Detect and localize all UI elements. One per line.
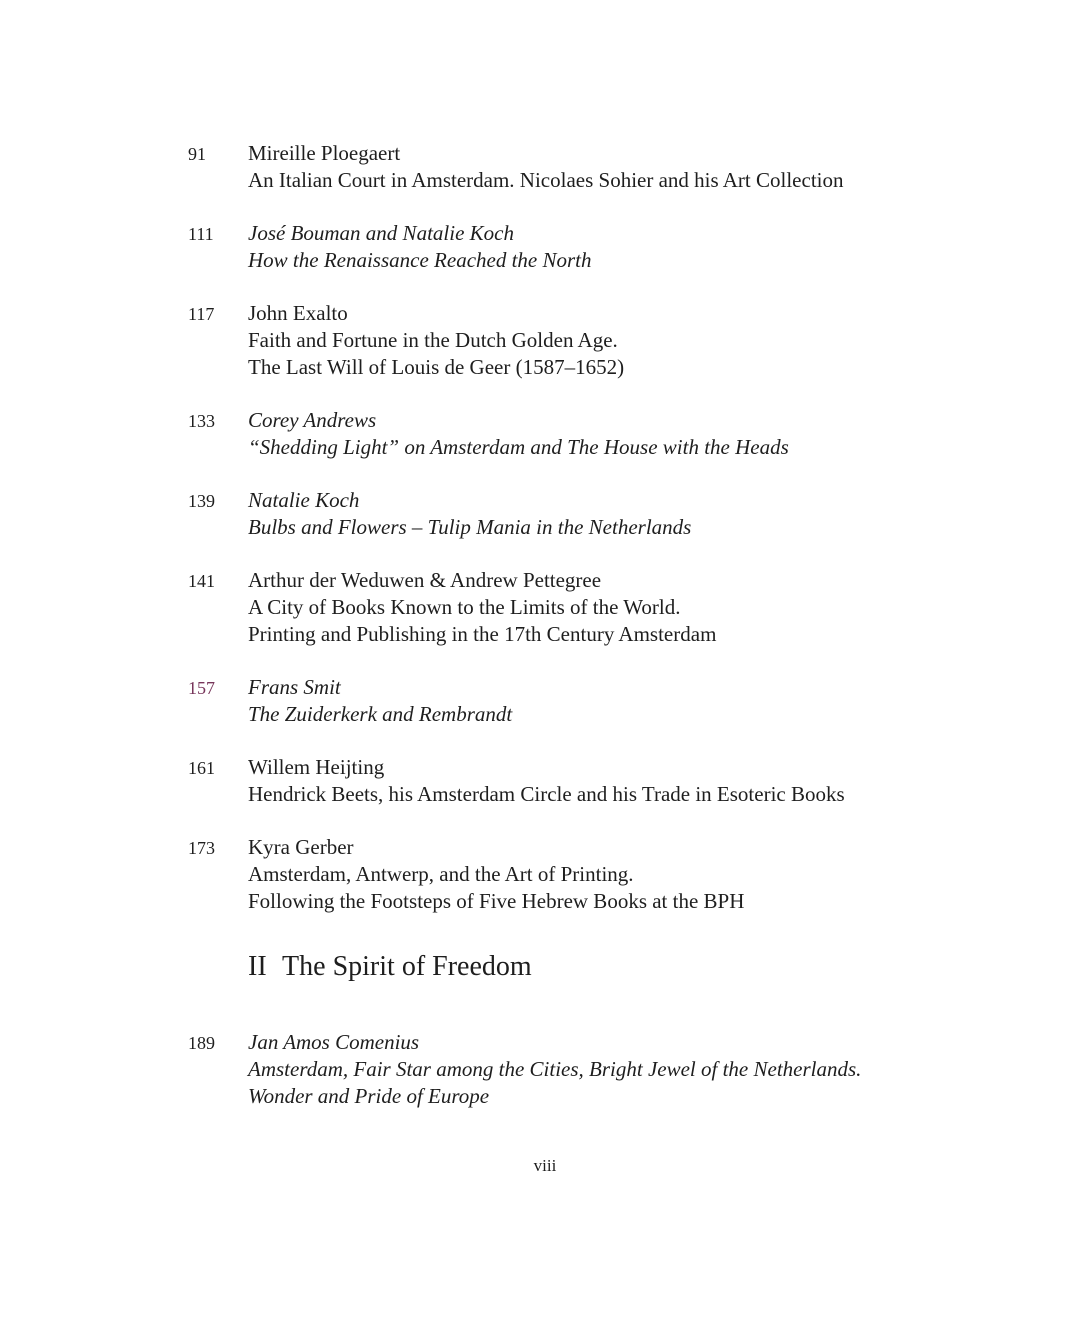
entry-page-number: 173 [188, 838, 215, 858]
entry-page-number: 161 [188, 758, 215, 778]
entry-title-line: An Italian Court in Amsterdam. Nicolaes Sohier and his Art Collection [248, 168, 844, 192]
section-heading [248, 949, 928, 985]
entry-body [248, 754, 845, 808]
toc-entry [188, 487, 928, 541]
entry-body [248, 407, 789, 461]
entry-title-line: Wonder and Pride of Europe [248, 1084, 490, 1108]
page-folio: viii [533, 1156, 557, 1175]
entry-author: Mireille Ploegaert [248, 141, 401, 165]
entry-body [248, 140, 844, 194]
entry-author: José Bouman and Natalie Koch [248, 221, 514, 245]
entry-title-line: Amsterdam, Antwerp, and the Art of Printing. [248, 862, 634, 886]
toc-entry [188, 407, 928, 461]
entry-page-number: 111 [188, 224, 214, 244]
entry-body [248, 487, 691, 541]
entry-body [248, 300, 624, 381]
entry-body [248, 567, 716, 648]
entry-title-line: “Shedding Light” on Amsterdam and The House with the Heads [248, 435, 789, 459]
entry-body [248, 220, 592, 274]
toc-entry [188, 567, 928, 648]
entry-title-line: Bulbs and Flowers – Tulip Mania in the Netherlands [248, 515, 692, 539]
entry-title-line: The Zuiderkerk and Rembrandt [248, 702, 513, 726]
toc-entry [188, 754, 928, 808]
entry-body [248, 1029, 861, 1110]
entry-author: Corey Andrews [248, 408, 377, 432]
toc-entry [188, 220, 928, 274]
entry-title-line: Faith and Fortune in the Dutch Golden Age. [248, 328, 618, 352]
entry-author: John Exalto [248, 301, 348, 325]
entry-title-line: Printing and Publishing in the 17th Century Amsterdam [248, 622, 717, 646]
entry-title-line: The Last Will of Louis de Geer (1587–1652) [248, 355, 625, 379]
toc-entry [188, 1029, 928, 1110]
entry-page-number: 117 [188, 304, 215, 324]
entry-page-number: 189 [188, 1033, 215, 1053]
entry-author: Frans Smit [248, 675, 341, 699]
entry-page-number: 91 [188, 144, 206, 164]
toc-list [188, 140, 928, 1136]
entry-body [248, 834, 744, 915]
entry-author: Jan Amos Comenius [248, 1030, 420, 1054]
entry-title-line: Hendrick Beets, his Amsterdam Circle and his Trade in Esoteric Books [248, 782, 845, 806]
entry-page-number: 141 [188, 571, 215, 591]
toc-entry [188, 140, 928, 194]
entry-author: Natalie Koch [248, 488, 360, 512]
section-numeral: II [248, 951, 267, 982]
entry-title-line: How the Renaissance Reached the North [248, 248, 592, 272]
entry-title-line: A City of Books Known to the Limits of the World. [248, 595, 681, 619]
section-title: The Spirit of Freedom [282, 951, 532, 982]
entry-body [248, 674, 512, 728]
toc-entry [188, 834, 928, 915]
entry-author: Kyra Gerber [248, 835, 354, 859]
entry-title-line: Amsterdam, Fair Star among the Cities, Bright Jewel of the Netherlands. [248, 1057, 862, 1081]
entry-author: Arthur der Weduwen & Andrew Pettegree [248, 568, 602, 592]
entry-title-line: Following the Footsteps of Five Hebrew Books at the BPH [248, 889, 745, 913]
entry-page-number-accent: 157 [188, 678, 215, 698]
toc-entry [188, 300, 928, 381]
toc-entry [188, 674, 928, 728]
entry-author: Willem Heijting [248, 755, 385, 779]
entry-page-number: 133 [188, 411, 215, 431]
entry-page-number: 139 [188, 491, 215, 511]
